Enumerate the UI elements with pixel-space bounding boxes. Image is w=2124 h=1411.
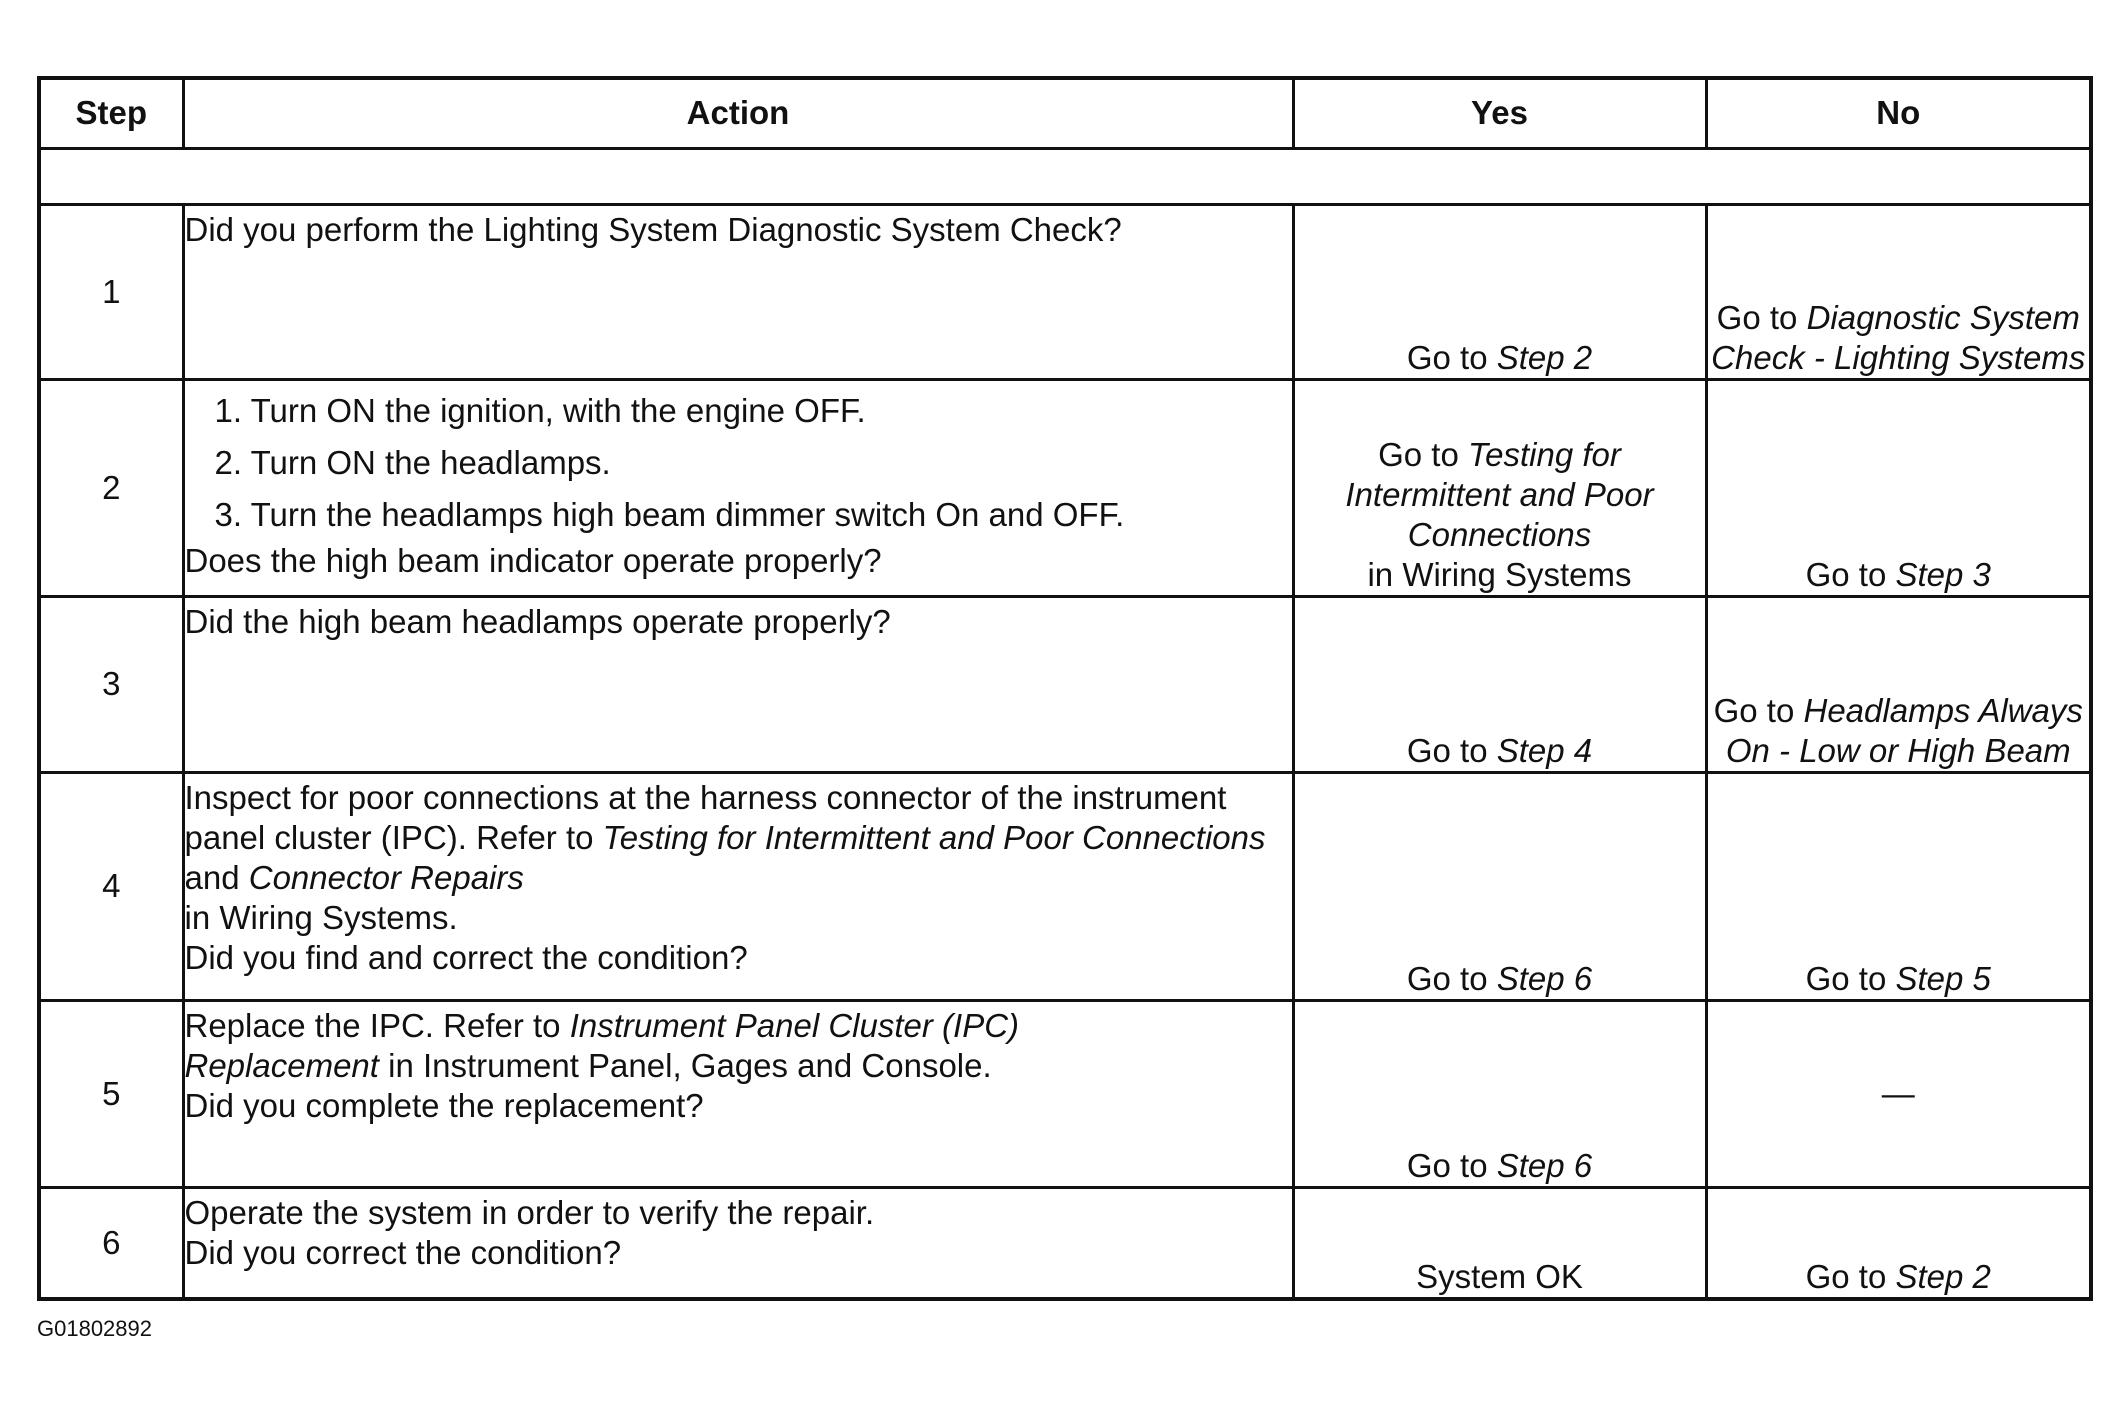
step-number: 5 xyxy=(39,1000,183,1187)
no-step-link[interactable]: Step 3 xyxy=(1895,555,1991,593)
no-cell xyxy=(1706,772,2091,1000)
action-question: Did you find and correct the condition? xyxy=(184,938,748,976)
no-cell xyxy=(1706,204,2091,379)
action-text xyxy=(185,1006,1145,1086)
yes-step-link[interactable]: Step 4 xyxy=(1496,731,1593,769)
table-row-step-2 xyxy=(39,379,2091,596)
action-text xyxy=(185,778,1292,938)
action-question: Does the high beam indicator operate properly? xyxy=(184,541,882,579)
action-text-part: Replace the IPC. Refer to xyxy=(184,1006,570,1044)
yes-step-link[interactable]: Step 6 xyxy=(1496,959,1593,997)
yes-prefix: Go to xyxy=(1406,338,1497,376)
no-dash: — xyxy=(1881,1074,1915,1112)
no-cell xyxy=(1706,379,2091,596)
no-reference-link[interactable]: Headlamps Always On - Low or High Beam xyxy=(1725,691,2083,769)
header-action: Action xyxy=(183,78,1293,148)
step-number: 4 xyxy=(39,772,183,1000)
figure-caption: G01802892 xyxy=(37,1316,152,1341)
action-question: Did you complete the replacement? xyxy=(184,1086,704,1124)
yes-suffix: in Wiring Systems xyxy=(1367,555,1632,593)
action-step-item: 1. Turn ON the ignition, with the engine OFF. xyxy=(214,391,866,429)
action-question: Did the high beam headlamps operate properly? xyxy=(184,602,891,640)
no-prefix: Go to xyxy=(1805,555,1896,593)
header-no: No xyxy=(1706,78,2091,148)
action-text-part: Inspect for poor connections at the harness connector of the instrument panel cluster (IPC). Refer to xyxy=(184,778,1227,856)
table-row-step-5 xyxy=(39,1000,2091,1187)
step-number: 3 xyxy=(39,596,183,772)
no-step-link[interactable]: Step 5 xyxy=(1895,959,1991,997)
yes-step-link[interactable]: Step 2 xyxy=(1496,338,1593,376)
action-cell xyxy=(183,772,1293,1000)
action-cell xyxy=(183,1187,1293,1299)
table-row-step-1 xyxy=(39,204,2091,379)
action-cell xyxy=(183,1000,1293,1187)
action-cell xyxy=(183,596,1293,772)
no-prefix: Go to xyxy=(1713,691,1804,729)
action-question: Did you correct the condition? xyxy=(184,1233,622,1271)
action-text: Operate the system in order to verify the repair. xyxy=(184,1193,875,1231)
yes-cell xyxy=(1293,204,1706,379)
step-number: 2 xyxy=(39,379,183,596)
yes-cell xyxy=(1293,772,1706,1000)
action-text-part: in Instrument Panel, Gages and Console. xyxy=(378,1046,992,1084)
action-reference-link[interactable]: Connector Repairs xyxy=(248,858,524,896)
yes-prefix: Go to xyxy=(1406,731,1497,769)
spacer-row xyxy=(39,148,2091,204)
action-cell xyxy=(183,379,1293,596)
yes-cell xyxy=(1293,1000,1706,1187)
no-prefix: Go to xyxy=(1805,959,1896,997)
action-text-part: in Wiring Systems. xyxy=(184,898,458,936)
step-number: 1 xyxy=(39,204,183,379)
table-row-step-3 xyxy=(39,596,2091,772)
action-text-part: and xyxy=(184,858,249,896)
table-row-step-4 xyxy=(39,772,2091,1000)
no-reference-link[interactable]: Diagnostic System Check - Lighting Systems xyxy=(1711,298,2086,376)
spacer-cell xyxy=(39,148,2091,204)
step-number: 6 xyxy=(39,1187,183,1299)
yes-cell xyxy=(1293,379,1706,596)
yes-prefix: Go to xyxy=(1406,959,1497,997)
no-cell xyxy=(1706,1187,2091,1299)
action-step-list xyxy=(185,385,1292,541)
no-cell xyxy=(1706,1000,2091,1187)
action-step-item: 2. Turn ON the headlamps. xyxy=(214,443,611,481)
header-row xyxy=(39,78,2091,148)
action-question: Did you perform the Lighting System Diagnostic System Check? xyxy=(184,210,1122,248)
yes-result: System OK xyxy=(1416,1258,1583,1295)
action-step-item: 3. Turn the headlamps high beam dimmer switch On and OFF. xyxy=(214,495,1125,533)
diagnostic-table xyxy=(37,76,2093,1301)
no-prefix: Go to xyxy=(1805,1258,1896,1295)
no-cell xyxy=(1706,596,2091,772)
yes-step-link[interactable]: Step 6 xyxy=(1496,1146,1593,1184)
action-reference-link[interactable]: Testing for Intermittent and Poor Connections xyxy=(602,818,1266,856)
table-row-step-6 xyxy=(39,1187,2091,1299)
yes-reference-link[interactable]: Testing for Intermittent and Poor Connections xyxy=(1345,435,1654,553)
yes-cell xyxy=(1293,596,1706,772)
yes-cell xyxy=(1293,1187,1706,1299)
header-yes: Yes xyxy=(1293,78,1706,148)
no-prefix: Go to xyxy=(1716,298,1807,336)
action-cell xyxy=(183,204,1293,379)
header-step: Step xyxy=(39,78,183,148)
action-reference-link[interactable]: Instrument Panel Cluster (IPC) Replacement xyxy=(184,1006,1020,1084)
no-step-link[interactable]: Step 2 xyxy=(1895,1258,1991,1295)
yes-prefix: Go to xyxy=(1378,435,1468,473)
yes-prefix: Go to xyxy=(1406,1146,1497,1184)
